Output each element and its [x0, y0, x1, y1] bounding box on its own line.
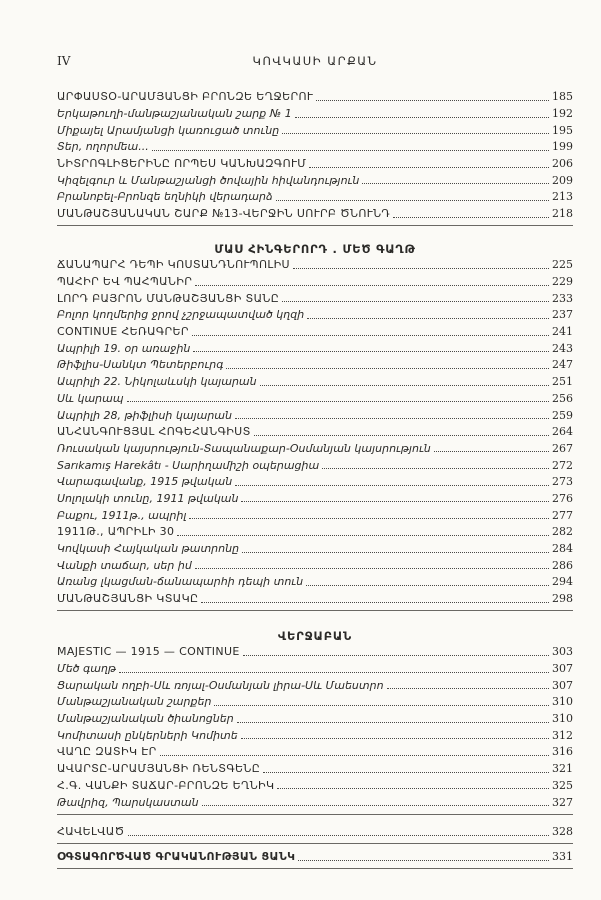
- entry-page: 218: [552, 207, 573, 221]
- entry-page: 185: [552, 90, 573, 104]
- dot-leader: [362, 182, 549, 184]
- dot-leader: [260, 384, 549, 386]
- entry-title: Մանթաշյանական ծիանոցներ: [57, 712, 234, 726]
- dot-leader: [263, 771, 549, 773]
- entry-page: 225: [552, 258, 573, 272]
- dot-leader: [307, 317, 549, 319]
- entry-page: 276: [552, 491, 573, 505]
- dot-leader: [242, 551, 549, 553]
- dot-leader: [127, 400, 549, 402]
- dot-leader: [235, 484, 549, 486]
- dot-leader: [243, 654, 549, 656]
- dot-leader: [282, 132, 549, 134]
- entry-title: Հ.Գ. ՎԱՆՔԻ ՏԱՃԱՐ-ԲՐՈՆԶԵ ԵՂՆԻԿ: [57, 778, 275, 792]
- entry-page: 243: [552, 341, 573, 355]
- toc-entry: [57, 474, 573, 491]
- dot-leader: [193, 350, 549, 352]
- toc-entry: [57, 441, 573, 458]
- entry-page: 312: [552, 728, 573, 742]
- toc-entry: [57, 89, 573, 106]
- entry-title: Թիֆլիս-Սանկտ Պետերբուրգ: [57, 358, 224, 372]
- entry-title: Առանց լկացման-ճանապարհի դեպի տուն: [57, 575, 304, 589]
- toc-entry: [57, 824, 573, 841]
- entry-page: 331: [552, 850, 573, 864]
- dot-leader: [160, 754, 549, 756]
- entry-title: CONTINUE ՀԵՌԱԳՐԵՐ: [57, 325, 189, 339]
- dot-leader: [189, 517, 549, 519]
- divider: [57, 843, 573, 844]
- entry-title: Մանթաշյանական շարքեր: [57, 695, 212, 709]
- dot-leader: [214, 704, 549, 706]
- entry-title: Բրանոբել-Բրոնզե եղնիկի վերադարձ: [57, 190, 273, 204]
- entry-title: Բաքու, 1911թ., ապրիլ: [57, 508, 187, 522]
- entry-title: Վանքի տաճար, սեր իմ: [57, 558, 192, 572]
- entry-title: Սոլոլակի տունը, 1911 թվական: [57, 491, 239, 505]
- entry-title: Միքայել Արամյանցի կառուցած տունը: [57, 123, 280, 137]
- entry-page: 251: [552, 375, 573, 389]
- entry-page: 273: [552, 475, 573, 489]
- toc-entry: [57, 139, 573, 156]
- entry-page: 286: [552, 558, 573, 572]
- dot-leader: [309, 166, 549, 168]
- toc-entry: [57, 661, 573, 678]
- toc-entry: [57, 324, 573, 341]
- entry-title: ԱՎԱՐՏԸ-ԱՐԱՄՅԱՆՑԻ ՌԵՆՏԳԵՆԸ: [57, 762, 261, 776]
- entry-page: 307: [552, 662, 573, 676]
- divider: [57, 610, 573, 611]
- toc-section-bibliography: [57, 849, 573, 866]
- entry-page: 264: [552, 425, 573, 439]
- entry-title: Տեր, ողորմեա...: [57, 140, 149, 154]
- entry-title: ԼՈՐԴ ԲԱՅՐՈՆ ՄԱՆԹԱՇՅԱՆՑԻ ՏԱՆԸ: [57, 291, 280, 305]
- entry-page: 209: [552, 173, 573, 187]
- toc-entry: [57, 574, 573, 591]
- toc-entry: [57, 340, 573, 357]
- divider: [57, 868, 573, 869]
- entry-page: 321: [552, 762, 573, 776]
- entry-page: 256: [552, 391, 573, 405]
- entry-title: Սև կարապ: [57, 391, 124, 405]
- dot-leader: [202, 804, 549, 806]
- entry-page: 328: [552, 825, 573, 839]
- entry-page: 259: [552, 408, 573, 422]
- entry-page: 272: [552, 458, 573, 472]
- dot-leader: [306, 584, 549, 586]
- entry-title: ՕԳՏԱԳՈՐԾՎԱԾ ԳՐԱԿԱՆՈՒԹՅԱՆ ՑԱՆԿ: [57, 850, 296, 864]
- toc-entry: [57, 391, 573, 408]
- dot-leader: [237, 721, 549, 723]
- toc-entry: [57, 206, 573, 223]
- toc-entry: [57, 374, 573, 391]
- toc-entry: [57, 541, 573, 558]
- dot-leader: [226, 367, 549, 369]
- entry-page: 277: [552, 508, 573, 522]
- dot-leader: [241, 737, 549, 739]
- toc-entry: [57, 122, 573, 139]
- dot-leader: [322, 467, 549, 469]
- entry-title: ՃԱՆԱՊԱՐՀ ԴԵՊԻ ԿՈՍՏԱՆԴՆՈՒՊՈԼԻՍ: [57, 258, 290, 272]
- entry-page: 325: [552, 778, 573, 792]
- toc-entry: [57, 189, 573, 206]
- entry-title: Ռուսական կայսրություն-Տապանաքար-Օսմանյան կայսրություն: [57, 441, 431, 455]
- dot-leader: [277, 787, 549, 789]
- entry-page: 294: [552, 575, 573, 589]
- entry-title: ՊԱՀԻՐ ԵՎ ՊԱՀՊԱՆԻՐ: [57, 275, 193, 289]
- entry-page: 241: [552, 325, 573, 339]
- entry-title: MAJESTIC — 1915 — CONTINUE: [57, 645, 240, 659]
- toc-entry: [57, 677, 573, 694]
- entry-page: 267: [552, 441, 573, 455]
- dot-leader: [282, 300, 549, 302]
- toc-entry: [57, 357, 573, 374]
- entry-title: Թավրիզ, Պարսկաստան: [57, 795, 199, 809]
- dot-leader: [293, 267, 549, 269]
- entry-title: Ապրիլի 28, թիֆլիսի կայարան: [57, 408, 232, 422]
- toc-entry: [57, 407, 573, 424]
- entry-page: 206: [552, 157, 573, 171]
- toc-entry: [57, 457, 573, 474]
- toc-entry: [57, 849, 573, 866]
- toc-entry: [57, 491, 573, 508]
- toc-entry: [57, 156, 573, 173]
- entry-title: 1911Թ., ԱՊՐԻԼԻ 30: [57, 525, 175, 539]
- entry-title: Կովկասի Հայկական թատրոնը: [57, 542, 240, 556]
- entry-title: ՄԱՆԹԱՇՅԱՆԱԿԱՆ ՇԱՐՔ №13-ՎԵՐՋԻՆ ՍՈՒՐԲ ԾՆՈՒՆԴ: [57, 207, 391, 221]
- toc-entry: [57, 644, 573, 661]
- toc-entry: [57, 557, 573, 574]
- dot-leader: [393, 216, 549, 218]
- toc-section-part-five: [57, 257, 573, 607]
- toc-entry: [57, 694, 573, 711]
- dot-leader: [387, 687, 549, 689]
- entry-title: Կիզելգուր և Մանթաշյանցի ծովային հիվանդություն: [57, 173, 360, 187]
- dot-leader: [195, 567, 549, 569]
- entry-page: 213: [552, 190, 573, 204]
- toc-entry: [57, 591, 573, 608]
- toc-entry: [57, 711, 573, 728]
- dot-leader: [119, 671, 549, 673]
- dot-leader: [201, 601, 549, 603]
- entry-title: ԱՐՓԱՍՏՕ-ԱՐԱՄՅԱՆՑԻ ԲՐՈՆԶԵ ԵՂՋԵՐՈՒ: [57, 90, 314, 104]
- toc-entry: [57, 274, 573, 291]
- entry-title: ՀԱՎԵԼՎԱԾ: [57, 825, 125, 839]
- section-heading-epilogue: ՎԵՐՋԱԲԱՆ: [277, 629, 353, 643]
- entry-page: 310: [552, 712, 573, 726]
- toc-section-epilogue: [57, 644, 573, 811]
- toc-entry: [57, 290, 573, 307]
- entry-title: ՆԻՏՐՈԳԼԻՑԵՐԻՆԸ ՈՐՊԵՍ ԿԱՆԽԱԶԳՈՒՄ: [57, 157, 307, 171]
- toc-entry: [57, 172, 573, 189]
- dot-leader: [434, 450, 549, 452]
- entry-title: Մեծ գաղթ: [57, 662, 117, 676]
- entry-page: 282: [552, 525, 573, 539]
- entry-page: 303: [552, 645, 573, 659]
- dot-leader: [177, 534, 549, 536]
- dot-leader: [195, 284, 549, 286]
- entry-title: ՄԱՆԹԱՇՅԱՆՑԻ ԿՏԱԿԸ: [57, 592, 199, 606]
- entry-title: Վարագավանք, 1915 թվական: [57, 475, 233, 489]
- entry-title: Կոմիտասի ընկերների Կոմիտե: [57, 728, 238, 742]
- dot-leader: [192, 334, 549, 336]
- entry-page: 192: [552, 107, 573, 121]
- dot-leader: [128, 834, 549, 836]
- dot-leader: [298, 859, 549, 861]
- entry-page: 298: [552, 592, 573, 606]
- entry-page: 247: [552, 358, 573, 372]
- toc-entry: [57, 424, 573, 441]
- entry-title: ՎԱՂԸ ԶԱՏԻԿ ԷՐ: [57, 745, 157, 759]
- section-heading-part-five: ՄԱՍ ՀԻՆԳԵՐՈՐԴ . ՄԵԾ ԳԱՂԹ: [214, 242, 416, 256]
- entry-page: 327: [552, 795, 573, 809]
- toc-entry: [57, 761, 573, 778]
- toc-entry: [57, 778, 573, 795]
- dot-leader: [316, 99, 549, 101]
- entry-page: 199: [552, 140, 573, 154]
- entry-page: 195: [552, 123, 573, 137]
- entry-page: 310: [552, 695, 573, 709]
- entry-page: 316: [552, 745, 573, 759]
- toc-entry: [57, 524, 573, 541]
- entry-page: 233: [552, 291, 573, 305]
- dot-leader: [235, 417, 549, 419]
- entry-title: Ապրիլի 22. Նիկոլաևսկի կայարան: [57, 375, 257, 389]
- divider: [57, 225, 573, 226]
- entry-title: ԱՆՀԱՆԳՈՒՑՅԱԼ ՀՈԳԵՀԱՆԳԻՍՏ: [57, 425, 251, 439]
- entry-title: Ցարական ողբի-Սև ռոյալ-Օսմանյան լիրա-Սև Մաեստրո: [57, 678, 384, 692]
- entry-page: 284: [552, 542, 573, 556]
- entry-title: Ապրիլի 19. օր առաջին: [57, 341, 191, 355]
- entry-title: Sarıkamış Harekâtı - Սարիղամիշի օպերացիա: [57, 458, 320, 472]
- book-title: ԿՈՎԿԱՍԻ ԱՐՔԱՆ: [252, 54, 378, 68]
- page-number-roman: IV: [57, 54, 71, 68]
- dot-leader: [295, 116, 549, 118]
- entry-page: 229: [552, 275, 573, 289]
- entry-page: 237: [552, 308, 573, 322]
- running-header: [57, 54, 573, 72]
- divider: [57, 814, 573, 815]
- dot-leader: [254, 434, 549, 436]
- dot-leader: [152, 149, 549, 151]
- toc-entry: [57, 106, 573, 123]
- dot-leader: [276, 199, 549, 201]
- toc-entry: [57, 794, 573, 811]
- toc-entry: [57, 307, 573, 324]
- toc-entry: [57, 744, 573, 761]
- toc-entry: [57, 727, 573, 744]
- toc-entry: [57, 257, 573, 274]
- toc-section-appendix: [57, 824, 573, 841]
- toc-entry: [57, 507, 573, 524]
- entry-title: Երկաթուղի-մանթաշյանական շարք № 1: [57, 107, 292, 121]
- entry-title: Բոլոր կողմերից ջրով չշրջապատված կղզի: [57, 308, 305, 322]
- dot-leader: [241, 500, 549, 502]
- toc-section-part-four: [57, 89, 573, 223]
- entry-page: 307: [552, 678, 573, 692]
